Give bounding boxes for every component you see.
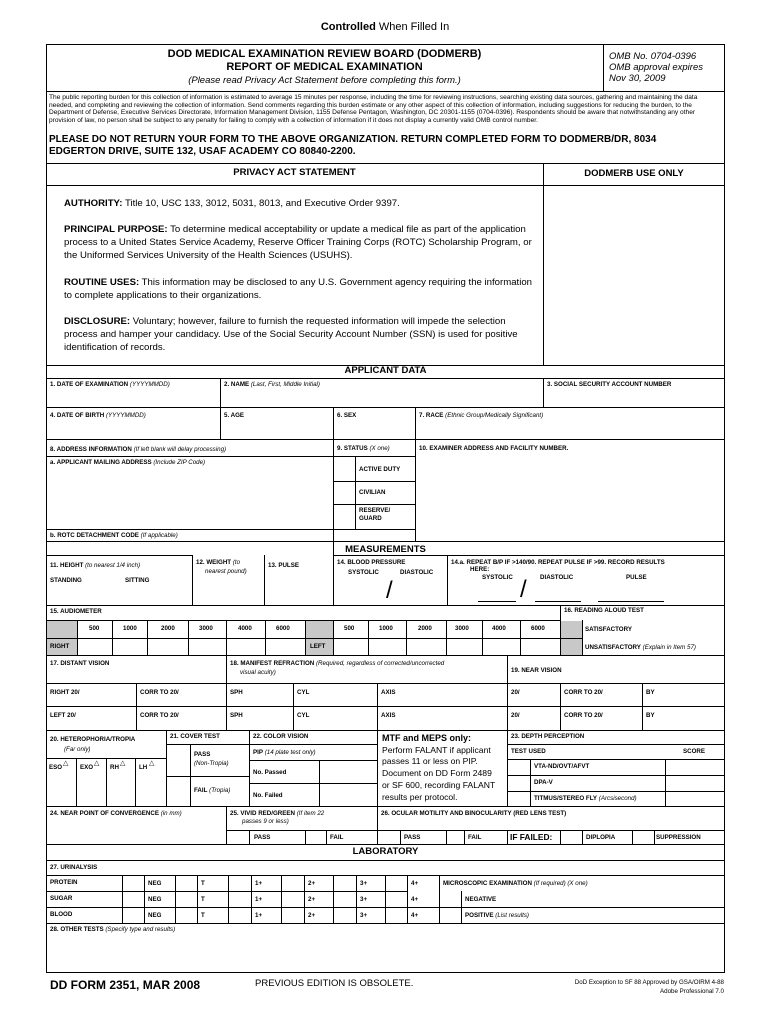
left-corr-label: CORR TO 20/ [140, 712, 179, 719]
freq-right-4000: 4000 [238, 625, 252, 632]
field-17-label: 17. DISTANT VISION [50, 660, 110, 667]
field-15-label: 15. AUDIOMETER [50, 608, 102, 615]
dodmerb-use-only-box[interactable] [544, 186, 724, 365]
blood-2plus: 2+ [308, 912, 316, 919]
field-18-hint: visual acuity) [240, 669, 276, 676]
freq-right-2000: 2000 [161, 625, 175, 632]
blood-3plus: 3+ [360, 912, 368, 919]
field-18-label: 18. MANIFEST REFRACTION (Required, regardless of corrected/uncorrected [230, 660, 445, 667]
sugar-3plus: 3+ [360, 896, 368, 903]
satisfactory-label: SATISFACTORY [585, 626, 632, 633]
form-title-line1: DOD MEDICAL EXAMINATION REVIEW BOARD (DODMERB) [167, 48, 482, 60]
burden-statement: The public reporting burden for this collection of information is estimated to average 15 minutes per response, including the time for reviewing instructions, searching existing data sources, gathering and maintaining the data needed, and completing and reviewing the collection of information. Send comments regarding this burden estimate or any other aspect of this collection of information, including suggestions for reducing the burden, to the Department of Defense, Executive Services Directorate, Information Management Division, 1155 Defense Pentagon, Washington, DC 20301-1155 (0704-0396). Respondents should be aware that notwithstanding any other provision of law, no person shall be subject to any penalty for failing to comply with a collection of information if it does not display a currently valid OMB control number. [49, 94, 698, 124]
near-left-corr-label: CORR TO 20/ [564, 712, 603, 719]
status-active-checkbox[interactable] [334, 457, 355, 481]
cover-pass-label: PASS [194, 751, 211, 758]
score-label: SCORE [683, 748, 706, 755]
field-20-hint: (Far only) [64, 746, 91, 753]
freq-left-2000: 2000 [418, 625, 432, 632]
dpav-label: DPA-V [534, 779, 553, 786]
laboratory-heading: LABORATORY [352, 846, 419, 857]
repeat-systolic-label: SYSTOLIC [482, 574, 513, 581]
status-active-label: ACTIVE DUTY [359, 466, 401, 473]
unsatisfactory-label: UNSATISFACTORY (Explain in Item 57) [585, 644, 696, 651]
protein-4plus: 4+ [411, 880, 419, 887]
dodmerb-use-only: DODMERB USE ONLY [584, 168, 684, 179]
status-civilian-label: CIVILIAN [359, 489, 386, 496]
diplopia-checkbox[interactable] [561, 831, 582, 844]
if-failed-label: IF FAILED: [510, 832, 553, 842]
freq-right-500: 500 [89, 625, 100, 632]
standing-label: STANDING [50, 577, 82, 584]
ocular-pass-label: PASS [404, 834, 421, 841]
ocular-fail-checkbox[interactable] [447, 831, 464, 844]
repeat-diastolic-label: DIASTOLIC [540, 574, 574, 581]
eso-icon: △ [63, 760, 69, 767]
micro-positive-checkbox[interactable] [440, 908, 461, 923]
applicant-data-heading: APPLICANT DATA [344, 365, 427, 376]
field-1-label: 1. DATE OF EXAMINATION (YYYYMMDD) [50, 381, 170, 388]
freq-left-4000: 4000 [492, 625, 506, 632]
vta-label: VTA-ND/OVT/AFVT [534, 763, 590, 770]
repeat-slash: / [520, 576, 527, 603]
field-19-label: 19. NEAR VISION [511, 667, 562, 674]
left-20-label: LEFT 20/ [50, 712, 76, 719]
exo-icon: △ [94, 760, 100, 767]
adobe-note: Adobe Professional 7.0 [660, 988, 724, 995]
field-14a-here: HERE: [470, 566, 490, 573]
positive-label: POSITIVE (List results) [465, 912, 529, 919]
vivid-fail-checkbox[interactable] [306, 831, 326, 844]
field-28-label: 28. OTHER TESTS (Specify type and results) [50, 926, 176, 933]
no-passed-label: No. Passed [253, 769, 287, 776]
vivid-fail-label: FAIL [330, 834, 344, 841]
sugar-4plus: 4+ [411, 896, 419, 903]
status-reserve-checkbox[interactable] [334, 505, 355, 529]
repeat-pulse-label: PULSE [626, 574, 647, 581]
freq-right-6000: 6000 [276, 625, 290, 632]
protein-label: PROTEIN [50, 879, 78, 886]
routine-uses-text: ROUTINE USES: This information may be disclosed to any U.S. Government agency requiring the information to complete applications to their organizations. [64, 277, 533, 301]
ssn-input[interactable] [545, 391, 723, 406]
field-9-label: 9. STATUS (X one) [337, 445, 390, 452]
freq-left-3000: 3000 [455, 625, 469, 632]
cover-fail-label: FAIL (Tropia) [194, 787, 231, 794]
cover-pass-checkbox[interactable] [167, 745, 190, 776]
sugar-1plus: 1+ [255, 896, 263, 903]
cover-pass-hint: (Non-Tropia) [194, 760, 229, 767]
protein-neg: NEG [148, 880, 162, 887]
status-civilian-checkbox[interactable] [334, 482, 355, 504]
field-4-label: 4. DATE OF BIRTH (YYYYMMDD) [50, 412, 146, 419]
privacy-heading: PRIVACY ACT STATEMENT [233, 167, 356, 178]
lh-label: LH [139, 764, 148, 771]
negative-label: NEGATIVE [465, 896, 497, 903]
pip-label: PIP (14 plate test only) [253, 749, 316, 756]
field-11-label: 11. HEIGHT (to nearest 1/4 inch) [50, 562, 141, 569]
field-21-label: 21. COVER TEST [170, 733, 220, 740]
blood-neg: NEG [148, 912, 162, 919]
field-14a-label: 14.a. REPEAT B/P IF >140/90. REPEAT PULSE IF >99. RECORD RESULTS [451, 559, 665, 566]
mtf-title: MTF and MEPS only: [382, 733, 471, 743]
microscopic-label: MICROSCOPIC EXAMINATION (If required) (X one) [443, 880, 588, 887]
name-input[interactable] [222, 391, 541, 406]
blood-4plus: 4+ [411, 912, 419, 919]
reading-satisfactory-checkbox[interactable] [561, 621, 582, 638]
left-sph-label: SPH [230, 712, 243, 719]
purpose-text: PRINCIPAL PURPOSE: To determine medical acceptability or update a medical file as part of the application process to a United States Service Academy, Reserve Officer Training Corps (ROTC) Scholarship Program, or the Uniformed Services University of the Health Sciences (USUHS). [64, 224, 532, 261]
bp-slash: / [386, 577, 393, 604]
vivid-pass-checkbox[interactable] [227, 831, 249, 844]
status-guard-label: GUARD [359, 515, 382, 522]
form-subtitle: (Please read Privacy Act Statement before completing this form.) [188, 75, 461, 86]
no-failed-label: No. Failed [253, 792, 283, 799]
left-axis-label: AXIS [381, 712, 396, 719]
disclosure-text: DISCLOSURE: Voluntary; however, failure to furnish the requested information will impede the selection process and hamper your candidacy. Use of the Social Security Account Number (SSN) is used for positive identification of records. [64, 316, 518, 353]
field-8b-label: b. ROTC DETACHMENT CODE (If applicable) [50, 532, 178, 539]
protein-1plus: 1+ [255, 880, 263, 887]
sugar-neg: NEG [148, 896, 162, 903]
right-20-label: RIGHT 20/ [50, 689, 80, 696]
omb-number: OMB No. 0704-0396 [609, 51, 697, 62]
mtf-line-5: results per protocol. [382, 792, 458, 802]
diplopia-label: DIPLOPIA [586, 834, 616, 841]
freq-right-1000: 1000 [123, 625, 137, 632]
suppression-label: SUPPRESSION [656, 834, 701, 841]
sugar-t: T [201, 896, 205, 903]
field-12-hint: nearest pound) [205, 568, 247, 575]
field-25-hint: passes 9 or less) [242, 818, 289, 825]
mtf-line-4: or SF 600, recording FALANT [382, 780, 496, 790]
sitting-label: SITTING [125, 577, 150, 584]
bp-systolic-label: SYSTOLIC [348, 569, 379, 576]
near-left-20-label: 20/ [511, 712, 520, 719]
near-right-corr-label: CORR TO 20/ [564, 689, 603, 696]
right-cyl-label: CYL [297, 689, 310, 696]
field-23-label: 23. DEPTH PERCEPTION [511, 733, 585, 740]
omb-approval: OMB approval expires [609, 62, 703, 73]
sugar-label: SUGAR [50, 895, 73, 902]
freq-right-3000: 3000 [199, 625, 213, 632]
mtf-line-2: passes 11 or less on PIP. [382, 756, 478, 766]
sugar-2plus: 2+ [308, 896, 316, 903]
form-id: DD FORM 2351, MAR 2008 [50, 978, 201, 992]
micro-negative-checkbox[interactable] [440, 892, 461, 907]
field-20-label: 20. HETEROPHORIA/TROPIA [50, 736, 136, 743]
reading-unsatisfactory-checkbox[interactable] [561, 639, 582, 655]
freq-left-6000: 6000 [531, 625, 545, 632]
field-27-label: 27. URINALYSIS [50, 864, 98, 871]
measurements-heading: MEASUREMENTS [345, 544, 426, 555]
mtf-line-3: Document on DD Form 2489 [382, 768, 492, 778]
field-8a-label: a. APPLICANT MAILING ADDRESS (Include ZIP Code) [50, 459, 206, 466]
field-10-label: 10. EXAMINER ADDRESS AND FACILITY NUMBER. [419, 445, 569, 452]
field-16-label: 16. READING ALOUD TEST [564, 607, 644, 614]
protein-3plus: 3+ [360, 880, 368, 887]
field-14-label: 14. BLOOD PRESSURE [337, 559, 406, 566]
field-3-label: 3. SOCIAL SECURITY ACCOUNT NUMBER [547, 381, 672, 388]
right-corr-label: CORR TO 20/ [140, 689, 179, 696]
field-25-label: 25. VIVID RED/GREEN (If item 22 [230, 810, 325, 817]
eso-label: ESO [49, 764, 63, 771]
freq-left-1000: 1000 [379, 625, 393, 632]
status-reserve-label: RESERVE/ [359, 507, 391, 514]
protein-2plus: 2+ [308, 880, 316, 887]
blood-t: T [201, 912, 205, 919]
field-5-label: 5. AGE [224, 412, 245, 419]
right-sph-label: SPH [230, 689, 243, 696]
field-2-label: 2. NAME (Last, First, Middle Initial) [224, 381, 320, 388]
freq-left-500: 500 [344, 625, 355, 632]
blood-1plus: 1+ [255, 912, 263, 919]
left-cyl-label: CYL [297, 712, 310, 719]
field-12-label: 12. WEIGHT (to [196, 559, 241, 566]
other-tests-input[interactable] [48, 937, 723, 971]
suppression-checkbox[interactable] [633, 831, 654, 844]
titmus-label: TITMUS/STEREO FLY (Arcsisecond) [534, 795, 637, 802]
return-notice: PLEASE DO NOT RETURN YOUR FORM TO THE ABOVE ORGANIZATION. RETURN COMPLETED FORM TO DODMERB/DR, 8034 EDGERTON DRIVE, SUITE 132, USAF ACADEMY CO 80840-2200. [49, 134, 657, 157]
field-22-label: 22. COLOR VISION [253, 733, 309, 740]
near-right-by-label: BY [646, 689, 655, 696]
form-title-line2: REPORT OF MEDICAL EXAMINATION [226, 61, 423, 73]
protein-t: T [201, 880, 205, 887]
field-6-label: 6. SEX [337, 412, 357, 419]
ocular-pass-checkbox[interactable] [378, 831, 400, 844]
field-24-label: 24. NEAR POINT OF CONVERGENCE (in mm) [50, 810, 182, 817]
rh-icon: △ [120, 760, 126, 767]
ocular-fail-label: FAIL [468, 834, 482, 841]
audiometer-left-label: LEFT [310, 643, 326, 650]
vivid-pass-label: PASS [254, 834, 271, 841]
rh-label: RH [110, 764, 119, 771]
field-8-label: 8. ADDRESS INFORMATION (If left blank will delay processing) [50, 446, 227, 453]
date-of-exam-input[interactable] [48, 391, 218, 406]
field-26-label: 26. OCULAR MOTILITY AND BINOCULARITY (RED LENS TEST) [381, 810, 567, 817]
test-used-label: TEST USED [511, 748, 546, 755]
near-right-20-label: 20/ [511, 689, 520, 696]
omb-date: Nov 30, 2009 [609, 73, 666, 84]
field-7-label: 7. RACE (Ethnic Group/Medically Significant) [419, 412, 544, 419]
blood-label: BLOOD [50, 911, 73, 918]
exception-note: DoD Exception to SF 88 Approved by GSA/OIRM 4-88 [574, 979, 724, 986]
near-left-by-label: BY [646, 712, 655, 719]
bp-diastolic-label: DIASTOLIC [400, 569, 434, 576]
authority-text: AUTHORITY: Title 10, USC 133, 3012, 5031, 8013, and Executive Order 9397. [64, 198, 400, 209]
mtf-line-1: Perform FALANT if applicant [382, 745, 491, 755]
lh-icon: △ [149, 760, 155, 767]
audiometer-right-label: RIGHT [50, 643, 70, 650]
field-13-label: 13. PULSE [268, 562, 299, 569]
controlled-banner: Controlled When Filled In [320, 21, 450, 33]
cover-fail-checkbox[interactable] [167, 777, 190, 806]
exo-label: EXO [80, 764, 94, 771]
right-axis-label: AXIS [381, 689, 396, 696]
obsolete-note: PREVIOUS EDITION IS OBSOLETE. [255, 978, 414, 989]
